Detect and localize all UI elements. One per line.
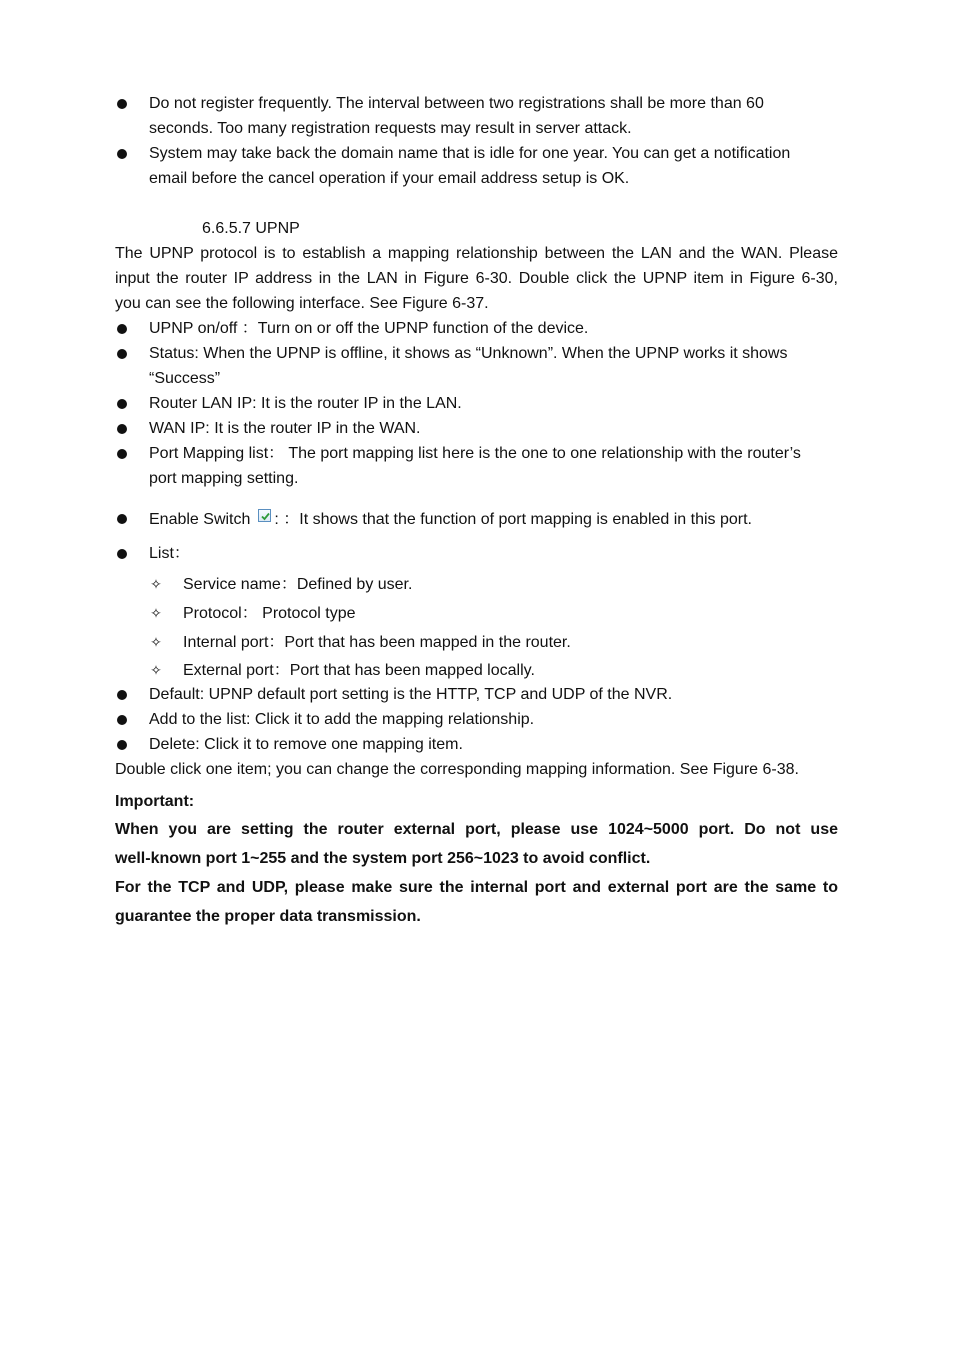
four-point-star-icon: ✧	[150, 606, 162, 622]
add-to-list-item: Add to the list: Click it to add the mapping relationship.	[149, 711, 535, 728]
section-heading: 6.6.5.7 UPNP	[202, 220, 300, 237]
list-subitem: External port：Port that has been mapped locally.	[183, 662, 535, 679]
router-lan-ip-item: Router LAN IP: It is the router IP in the LAN.	[149, 395, 462, 412]
bullet-text: System may take back the domain name that is idle for one year. You can get a notification	[149, 145, 791, 162]
bullet-dot-icon	[117, 399, 127, 409]
bullet-dot-icon	[117, 424, 127, 434]
four-point-star-icon: ✧	[150, 635, 162, 651]
delete-item: Delete: Click it to remove one mapping item.	[149, 736, 463, 753]
bullet-dot-icon	[117, 149, 127, 159]
important-text: guarantee the proper data transmission.	[115, 908, 421, 925]
important-label: Important:	[115, 793, 195, 810]
important-text: For the TCP and UDP, please make sure the internal port and external port are the same to	[115, 879, 838, 896]
bullet-text: Do not register frequently. The interval between two registrations shall be more than 60	[149, 95, 764, 112]
list-subitem: Service name：Defined by user.	[183, 576, 413, 593]
important-text: well-known port 1~255 and the system port 256~1023 to avoid conflict.	[115, 850, 651, 867]
list-item-label: List：	[149, 545, 190, 562]
bullet-text: seconds. Too many registration requests may result in server attack.	[149, 120, 632, 137]
enable-switch-item	[149, 509, 752, 529]
bullet-dot-icon	[117, 99, 127, 109]
important-text: When you are setting the router external port, please use 1024~5000 port. Do not use	[115, 821, 838, 838]
bullet-dot-icon	[117, 349, 127, 359]
paragraph-line: The UPNP protocol is to establish a mapping relationship between the LAN and the WAN. Please	[115, 245, 838, 262]
upnp-onoff-item: UPNP on/off ：Turn on or off the UPNP function of the device.	[149, 320, 589, 337]
bullet-dot-icon	[117, 715, 127, 725]
bullet-text: email before the cancel operation if your email address setup is OK.	[149, 170, 630, 187]
list-subitem: Protocol： Protocol type	[183, 605, 356, 622]
four-point-star-icon: ✧	[150, 577, 162, 593]
four-point-star-icon: ✧	[150, 663, 162, 679]
wan-ip-item: WAN IP: It is the router IP in the WAN.	[149, 420, 421, 437]
checkbox-checked-icon	[258, 509, 271, 522]
paragraph-line: input the router IP address in the LAN in Figure 6-30. Double click the UPNP item in Figure 6-30,	[115, 270, 838, 287]
bullet-dot-icon	[117, 740, 127, 750]
port-mapping-item: Port Mapping list： The port mapping list here is the one to one relationship with the router’s	[149, 445, 801, 462]
paragraph-line: you can see the following interface. See Figure 6-37.	[115, 295, 489, 312]
status-item: “Success”	[149, 370, 221, 387]
bullet-dot-icon	[117, 549, 127, 559]
bullet-dot-icon	[117, 514, 127, 524]
status-item: Status: When the UPNP is offline, it shows as “Unknown”. When the UPNP works it shows	[149, 345, 788, 362]
enable-switch-description: : ：It shows that the function of port mapping is enabled in this port.	[274, 511, 752, 528]
enable-switch-label: Enable Switch	[149, 511, 251, 528]
port-mapping-item: port mapping setting.	[149, 470, 299, 487]
closing-paragraph: Double click one item; you can change the corresponding mapping information. See Figure 6-38.	[115, 761, 799, 778]
default-item: Default: UPNP default port setting is the HTTP, TCP and UDP of the NVR.	[149, 686, 673, 703]
bullet-dot-icon	[117, 324, 127, 334]
bullet-dot-icon	[117, 449, 127, 459]
bullet-dot-icon	[117, 690, 127, 700]
list-subitem: Internal port：Port that has been mapped in the router.	[183, 634, 571, 651]
